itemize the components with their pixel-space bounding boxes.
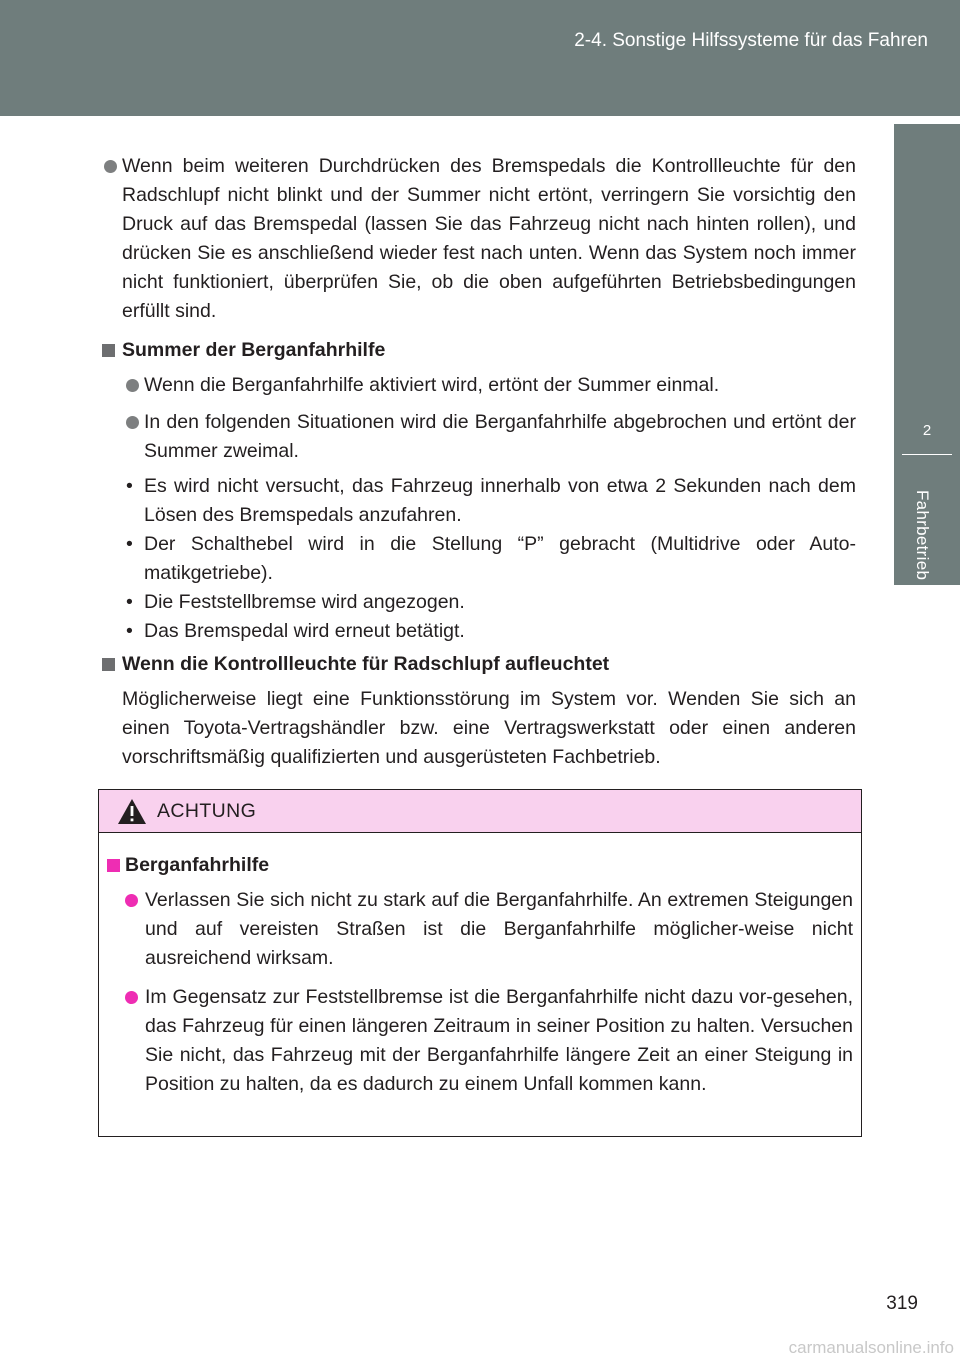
list-item: [122, 371, 856, 400]
watermark: carmanualsonline.info: [788, 1338, 954, 1357]
bullet-dot-icon: [126, 379, 139, 392]
warning-bullet-text: Verlassen Sie sich nicht zu stark auf die Berganfahrhilfe. An extremen Steigungen und auf vereisten Straßen ist die Berganfahrhilfe möglicher-weise nicht ausreichend wirksam.: [145, 889, 853, 969]
warning-section-heading: [105, 851, 853, 880]
summer-bullet-1-text: Wenn die Berganfahrhilfe aktiviert wird, ertönt der Summer einmal.: [144, 374, 720, 396]
chapter-number: 2: [922, 422, 932, 439]
section-heading-kontrollleuchte: [100, 650, 856, 679]
warning-list-item: [105, 983, 853, 1099]
warning-section-text: Berganfahrhilfe: [125, 854, 270, 876]
bullet-dot-icon: [104, 160, 117, 173]
bullet-dot-icon: [126, 416, 139, 429]
section-heading-text: Wenn die Kontrollleuchte für Radschlupf aufleuchtet: [122, 653, 610, 675]
main-content: [100, 152, 856, 772]
warning-triangle-icon: [117, 798, 147, 825]
warning-title: ACHTUNG: [157, 800, 257, 822]
sub-item-text: Der Schalthebel wird in die Stellung “P” gebracht (Multidrive oder Auto-matikgetriebe).: [144, 533, 856, 584]
sub-bullet-mark: •: [126, 533, 133, 555]
section-square-icon: [107, 859, 120, 872]
kontroll-paragraph: Möglicherweise liegt eine Funktionsstörung im System vor. Wenden Sie sich an einen Toyota-Vertragshändler bzw. eine Vertragswerkstatt oder einen anderen vorschriftsmäßig qualifizierten und ausgerüsteten Fachbetrieb.: [122, 688, 856, 768]
warning-body: [99, 833, 861, 1099]
sub-list-item: [122, 617, 856, 646]
sub-list-item: [122, 472, 856, 530]
section-square-icon: [102, 344, 115, 357]
page-number: 319: [886, 1293, 918, 1314]
sub-list-item: [122, 588, 856, 617]
section-heading-summer: [100, 336, 856, 365]
header-band: [0, 0, 960, 116]
sub-bullet-mark: •: [126, 591, 133, 613]
chapter-side-tab: [894, 116, 960, 1362]
summer-bullet-2-text: In den folgenden Situationen wird die Berganfahrhilfe abgebrochen und ertönt der Summer zweimal.: [144, 411, 856, 462]
warning-bullet-text: Im Gegensatz zur Feststellbremse ist die Berganfahrhilfe nicht dazu vor-gesehen, das Fahrzeug für einen längeren Zeitraum in seiner Position zu halten. Versuchen Sie nicht, das Fahrzeug mit der Berganfahrhilfe längere Zeit an einer Steigung in Position zu halten, da es dadurch zu einem Unfall kommen kann.: [145, 986, 853, 1095]
warning-box: [98, 789, 862, 1137]
intro-bullet-text: Wenn beim weiteren Durchdrücken des Bremspedals die Kontrollleuchte für den Radschlupf nicht blinkt und der Summer nicht ertönt, verringern Sie vorsichtig den Druck auf das Bremspedal (lassen Sie das Fahrzeug nicht nach hinten rollen), und drücken Sie es anschließend wieder fest nach unten. Wenn das System noch immer nicht funktioniert, überprüfen Sie, ob die oben aufgeführten Betriebsbedingungen erfüllt sind.: [122, 155, 856, 322]
section-square-icon: [102, 658, 115, 671]
list-item: [100, 152, 856, 326]
sub-list: [122, 472, 856, 646]
bullet-dot-icon: [125, 894, 138, 907]
bullet-dot-icon: [125, 991, 138, 1004]
sub-item-text: Das Bremspedal wird erneut betätigt.: [144, 620, 465, 642]
sub-bullet-mark: •: [126, 620, 133, 642]
warning-list-item: [105, 886, 853, 973]
list-item: [122, 408, 856, 466]
sub-item-text: Die Feststellbremse wird angezogen.: [144, 591, 465, 613]
section-heading-text: Summer der Berganfahrhilfe: [122, 339, 386, 361]
side-tab-divider: [902, 454, 952, 455]
chapter-label: Fahrbetrieb: [913, 490, 932, 581]
sub-list-item: [122, 530, 856, 588]
sub-bullet-mark: •: [126, 475, 133, 497]
section-title: 2-4. Sonstige Hilfssysteme für das Fahren: [574, 30, 928, 51]
sub-item-text: Es wird nicht versucht, das Fahrzeug innerhalb von etwa 2 Sekunden nach dem Lösen des Bremspedals anzufahren.: [144, 475, 856, 526]
warning-header: [99, 790, 861, 833]
